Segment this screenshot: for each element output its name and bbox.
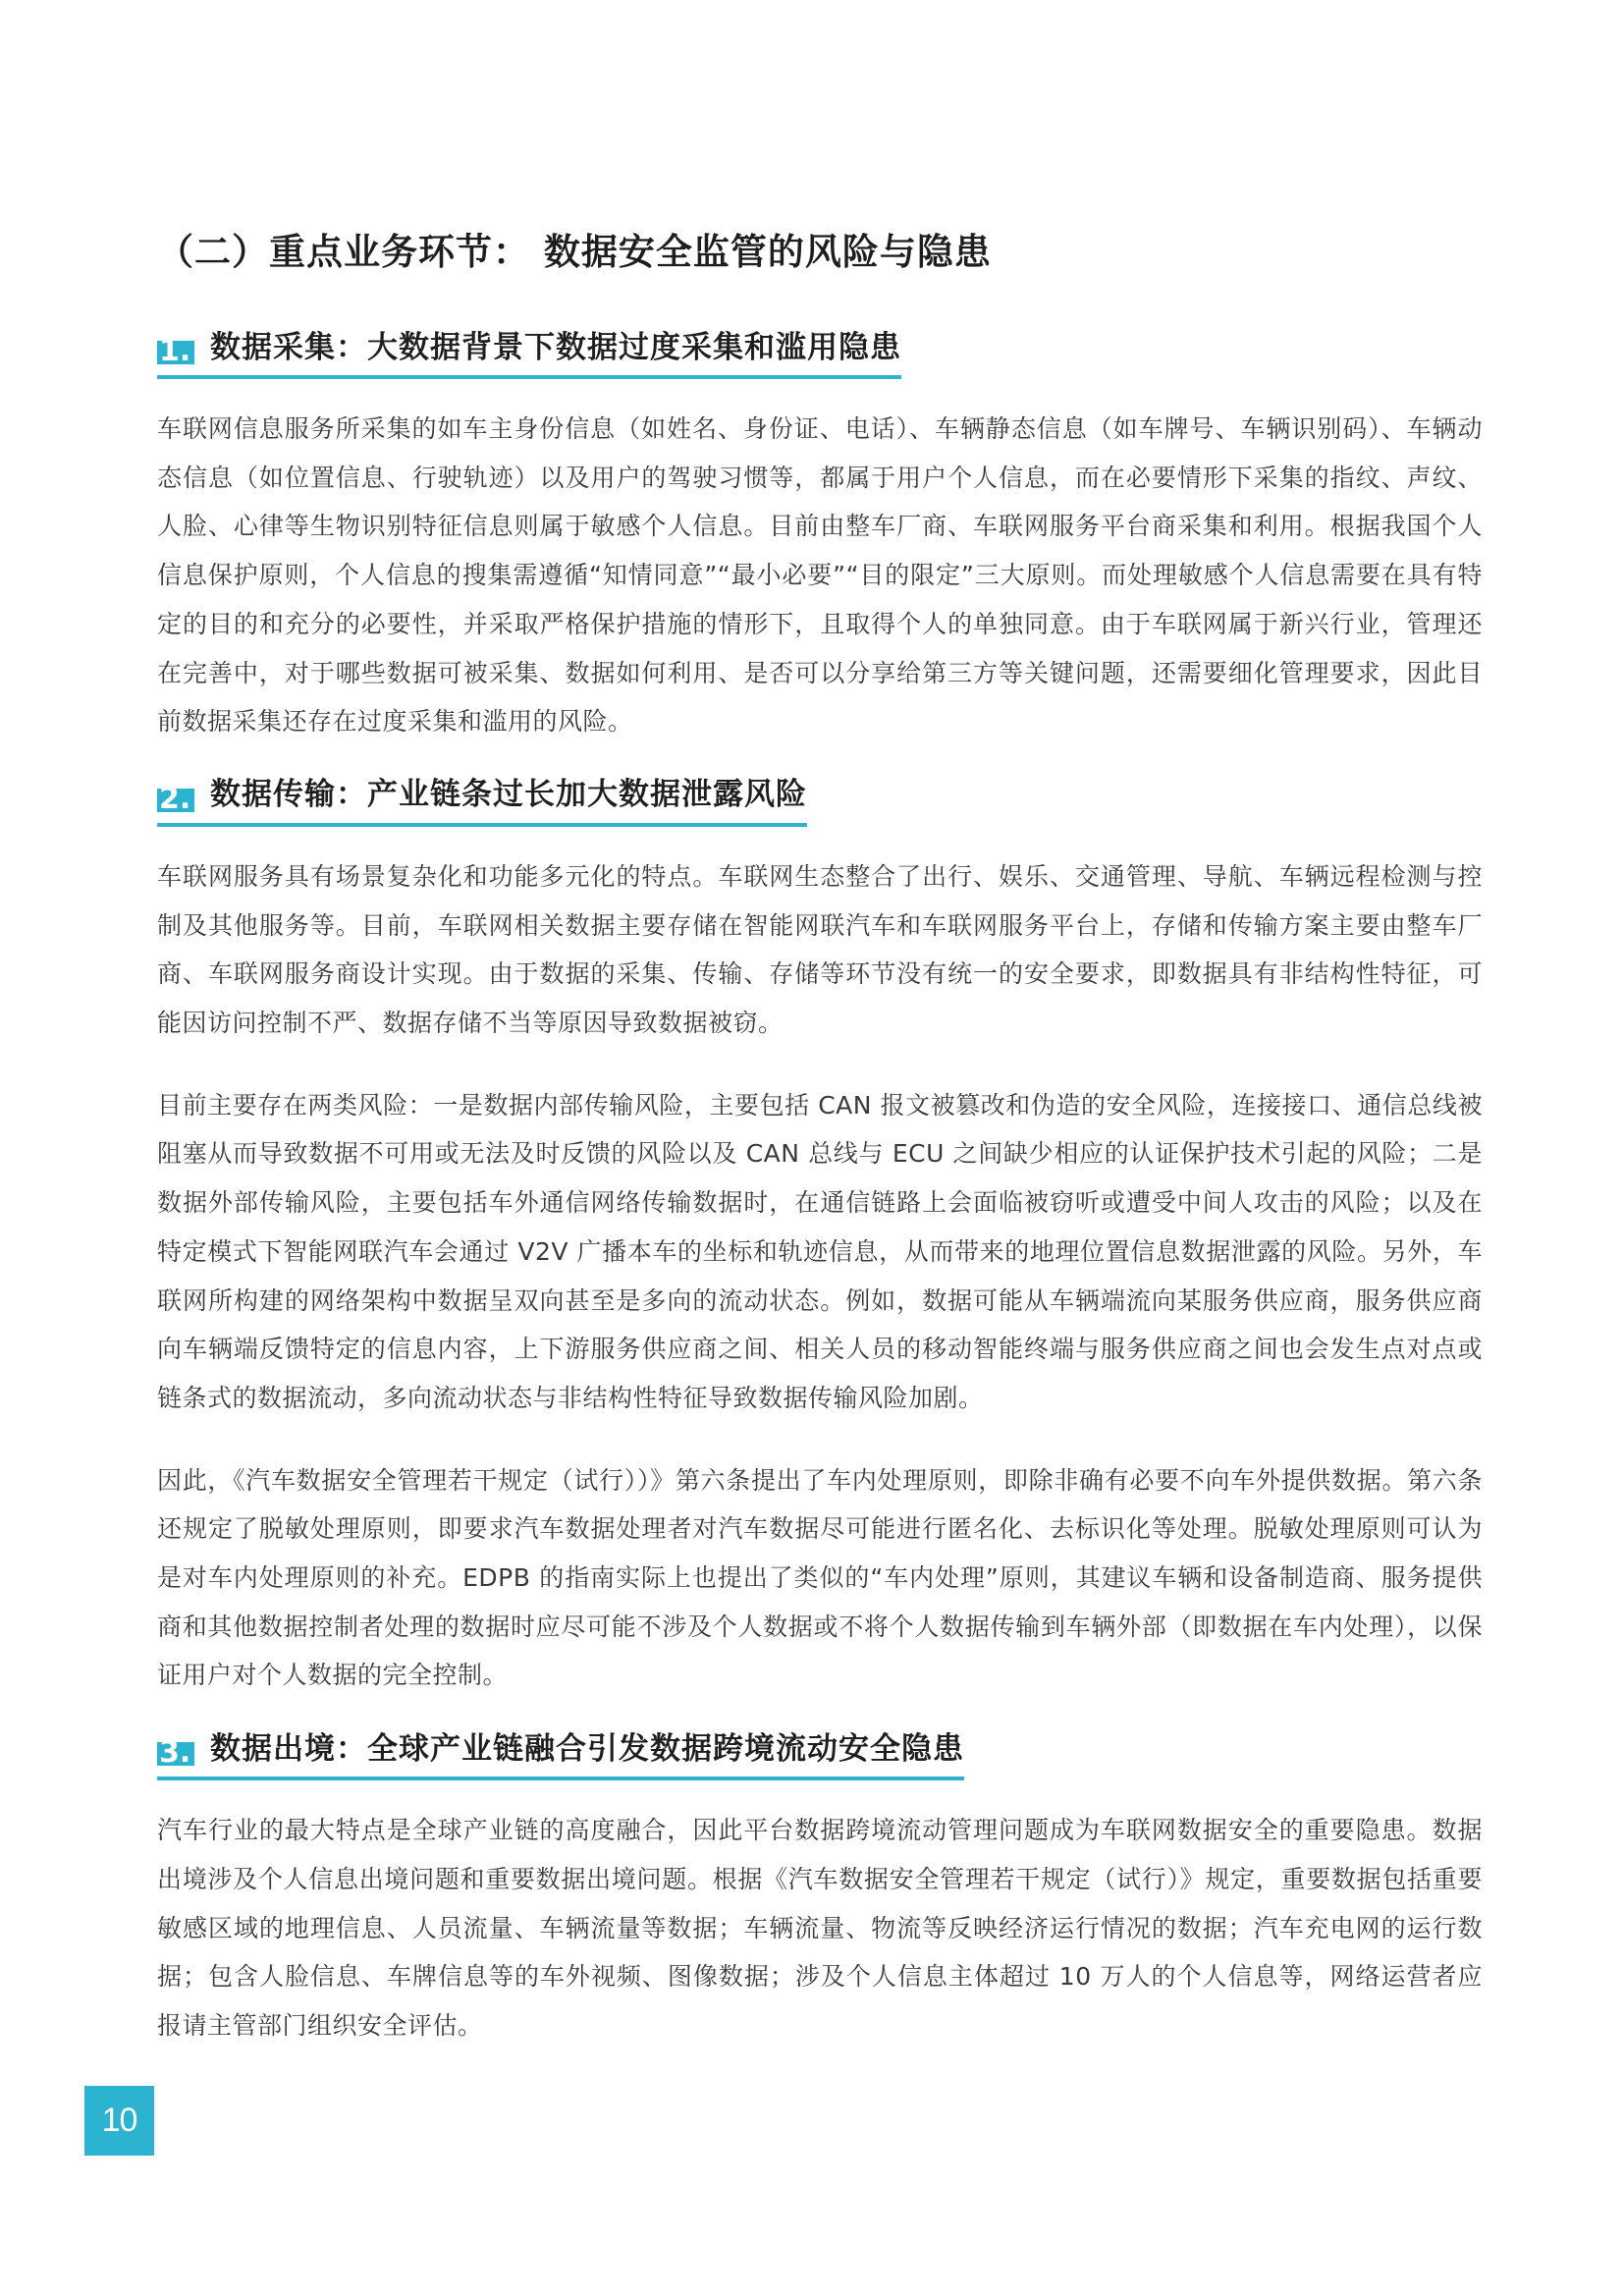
subsection-heading-2 — [157, 768, 807, 827]
subsection-title: 数据采集：大数据背景下数据过度采集和滥用隐患 — [210, 329, 901, 365]
number-badge-label: 2. — [159, 781, 191, 816]
section-title: （二）重点业务环节： 数据安全监管的风险与隐患 — [157, 231, 992, 273]
paragraph: 车联网信息服务所采集的如车主身份信息（如姓名、身份证、电话）、车辆静态信息（如车牌号、车辆识别码）、车辆动态信息（如位置信息、行驶轨迹）以及用户的驾驶习惯等，都属于用户个人信息，而在必要情形下采集的指纹、声纹、人脸、心律等生物识别特征信息则属于敏感个人信息。目前由整车厂商、车联网服务平台商采集和利用。根据我国个人信息保护原则，个人信息的搜集需遵循“知情同意”“最小必要”“目的限定”三大原则。而处理敏感个人信息需要在具有特定的目的和充分的必要性，并采取严格保护措施的情形下，且取得个人的单独同意。由于车联网属于新兴行业，管理还在完善中，对于哪些数据可被采集、数据如何利用、是否可以分享给第三方等关键问题，还需要细化管理要求，因此目前数据采集还存在过度采集和滥用的风险。 — [157, 414, 1483, 737]
subsection-title: 数据出境：全球产业链融合引发数据跨境流动安全隐患 — [210, 1730, 964, 1767]
subsection-heading-1 — [157, 320, 901, 379]
number-badge-2 — [157, 779, 194, 816]
paragraph: 因此，《汽车数据安全管理若干规定（试行））》第六条提出了车内处理原则，即除非确有必要不向车外提供数据。第六条还规定了脱敏处理原则，即要求汽车数据处理者对汽车数据尽可能进行匿名化、去标识化等处理。脱敏处理原则可认为是对车内处理原则的补充。EDPB 的指南实际上也提出了类似的“车内处理”原则，其建议车辆和设备制造商、服务提供商和其他数据控制者处理的数据时应尽可能不涉及个人数据或不将个人数据传输到车辆外部（即数据在车内处理），以保证用户对个人数据的完全控制。 — [157, 1465, 1483, 1690]
paragraph: 车联网服务具有场景复杂化和功能多元化的特点。车联网生态整合了出行、娱乐、交通管理、导航、车辆远程检测与控制及其他服务等。目前，车联网相关数据主要存储在智能网联汽车和车联网服务平台上，存储和传输方案主要由整车厂商、车联网服务商设计实现。由于数据的采集、传输、存储等环节没有统一的安全要求，即数据具有非结构性特征，可能因访问控制不严、数据存储不当等原因导致数据被窃。 — [157, 861, 1483, 1038]
page-content — [157, 218, 1483, 2084]
number-badge-label: 1. — [159, 334, 191, 368]
paragraph: 汽车行业的最大特点是全球产业链的高度融合，因此平台数据跨境流动管理问题成为车联网数据安全的重要隐患。数据出境涉及个人信息出境问题和重要数据出境问题。根据《汽车数据安全管理若干规定（试行）》规定，重要数据包括重要敏感区域的地理信息、人员流量、车辆流量等数据；车辆流量、物流等反映经济运行情况的数据；汽车充电网的运行数据；包含人脸信息、车牌信息等的车外视频、图像数据；涉及个人信息主体超过 10 万人的个人信息等，网络运营者应报请主管部门组织安全评估。 — [157, 1816, 1483, 2040]
page-number-box — [84, 2086, 154, 2156]
paragraph: 目前主要存在两类风险：一是数据内部传输风险，主要包括 CAN 报文被篡改和伪造的安全风险，连接接口、通信总线被阻塞从而导致数据不可用或无法及时反馈的风险以及 CAN 总线与 ECU 之间缺少相应的认证保护技术引起的风险；二是数据外部传输风险，主要包括车外通信网络传输数据时，在通信链路上会面临被窃听或遭受中间人攻击的风险；以及在特定模式下智能网联汽车会通过 V2V 广播本车的坐标和轨迹信息，从而带来的地理位置信息数据泄露的风险。另外，车联网所构建的网络架构中数据呈双向甚至是多向的流动状态。例如，数据可能从车辆端流向某服务供应商，服务供应商向车辆端反馈特定的信息内容，上下游服务供应商之间、相关人员的移动智能终端与服务供应商之间也会发生点对点或链条式的数据流动，多向流动状态与非结构性特征导致数据传输风险加剧。 — [157, 1090, 1483, 1412]
number-badge-1 — [157, 331, 194, 368]
number-badge-3 — [157, 1732, 194, 1771]
page-number: 10 — [101, 2102, 137, 2139]
subsection-title: 数据传输：产业链条过长加大数据泄露风险 — [210, 777, 807, 813]
subsection-heading-3 — [157, 1722, 964, 1780]
number-badge-label: 3. — [159, 1735, 191, 1771]
